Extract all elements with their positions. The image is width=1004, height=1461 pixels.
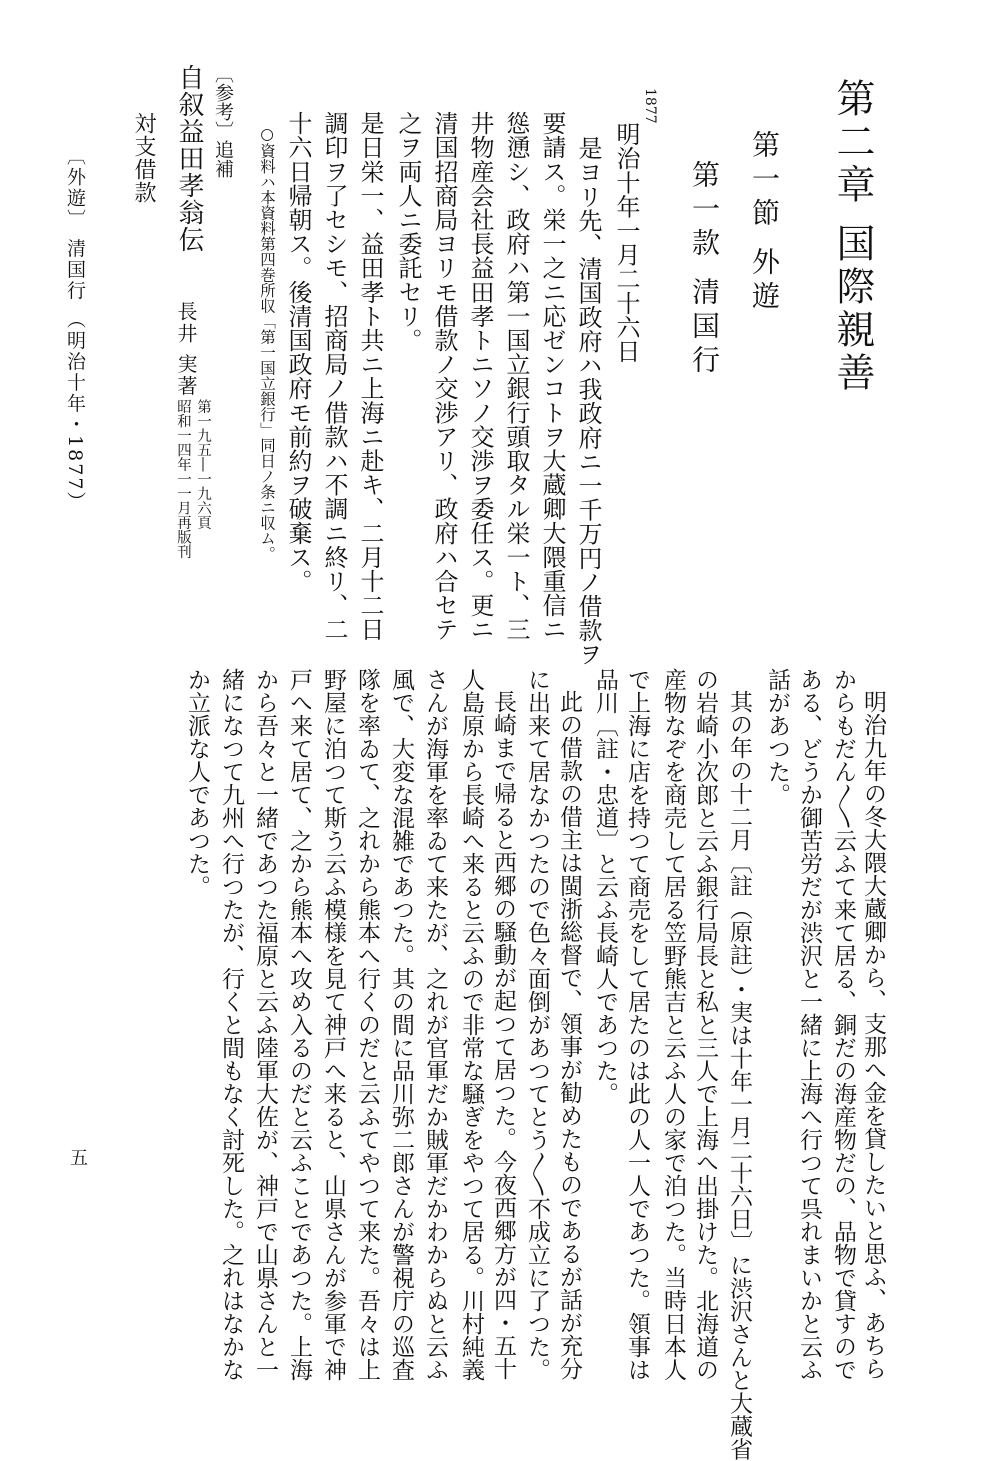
body-line: 話があつた。 <box>764 668 790 806</box>
body-line: 其の年の十二月〔註（原註）・実は十年一月二十六日〕に渋沢さんと大蔵省 <box>726 690 752 1461</box>
entry-line: 調印ヲ了セシモ、招商局ノ借款ハ不調ニ終リ、二 <box>320 111 348 642</box>
body-line: 人島原から長崎へ来ると云ふので非常な騒ぎをやつて居る。川村純義 <box>458 668 484 1381</box>
entry-line: 是日栄一、益田孝ト共ニ上海ニ赴キ、二月十二日 <box>356 111 384 642</box>
body-line: 品川〔註・忠道〕と云ふ長崎人であつた。 <box>592 668 618 1105</box>
entry-line: 井物産会社長益田孝トニソノ交渉ヲ委任ス。更ニ <box>466 111 494 642</box>
chapter-heading: 第二章 国際親善 <box>830 78 875 396</box>
body-line: ある、どうか御苦労だが渋沢と一緒に上海へ行つて呉れまいかと云ふ <box>796 668 822 1381</box>
body-line: 戸へ来て居て、之から熊本へ攻め入るのだと云ふことであつた。上海 <box>286 668 312 1381</box>
body-line: 長崎まで帰ると西郷の騒動が起つて居つた。今夜西郷方が四・五十 <box>490 690 516 1380</box>
subsection-heading: 第一款 清国行 <box>688 160 721 379</box>
entry-line: 是ヨリ先、清国政府ハ我政府ニ一千万円ノ借款ヲ <box>574 136 602 667</box>
entry-note: ○資料ハ本資料第四巻所収「第一国立銀行」同日ノ条ニ収ム。 <box>258 125 276 562</box>
entry-line: 十六日帰朝ス。後清国政府モ前約ヲ破棄ス。 <box>284 111 312 593</box>
reference-subject: 対支借款 <box>131 112 156 204</box>
entry-date: 明治十年一月二十六日 <box>612 122 640 363</box>
entry-line: 要請ス。栄一之ニ応ゼンコトヲ大蔵卿大隈重信ニ <box>538 111 566 642</box>
page-number: 五 <box>70 1148 88 1169</box>
entry-year: 1877 <box>642 88 658 124</box>
body-line: 緒になつて九州へ行つたが、行くと間もなく討死した。之れはなかな <box>218 668 244 1381</box>
entry-line: 慫慂シ、政府ハ第一国立銀行頭取タル栄一ト、三 <box>502 111 530 642</box>
entry-line: 清国招商局ヨリモ借款ノ交渉アリ、政府ハ合セテ <box>430 111 458 642</box>
body-line: から吾々と一緒であつた福原と云ふ陸軍大佐が、神戸で山県さんと一 <box>252 668 278 1381</box>
reference-title: 自叙益田孝翁伝 <box>174 64 204 253</box>
body-line: 野屋に泊つて斯う云ふ模様を見て神戸へ来ると、山県さんが参軍で神 <box>320 668 346 1381</box>
body-line: の岩崎小次郎と云ふ銀行局長と私と三人で上海へ出掛けた。北海道の <box>692 668 718 1381</box>
reference-pages: 第一九五―一九六頁 <box>195 399 211 530</box>
body-line: 風で、大変な混雑であつた。其の間に品川弥二郎さんが警視庁の巡査 <box>388 668 414 1381</box>
running-header: 〔外遊〕 清国行 （明治十年・1877） <box>64 146 86 513</box>
body-line: 産物なぞを商売して居る笠野熊吉と云ふ人の家で泊つた。当時日本人 <box>660 668 686 1381</box>
body-line: か立派な人であつた。 <box>184 668 210 898</box>
body-line: 隊を率ゐて、之れから熊本へ行くのだと云ふてやつて来た。吾々は上 <box>354 668 380 1381</box>
reference-edition: 昭和一四年一一月再版刊 <box>175 399 191 559</box>
body-line: で上海に店を持つて商売をして居たのは此の人一人であつた。領事は <box>624 668 650 1381</box>
section-heading: 第一節 外遊 <box>748 130 781 315</box>
reference-label: 〔参考〕追補 <box>212 64 234 178</box>
body-line: 明治九年の冬大隈大蔵卿から、支那へ金を貸したいと思ふ、あちら <box>860 690 886 1380</box>
reference-author: 長井 実著 <box>174 301 198 398</box>
entry-line: 之ヲ両人ニ委託セリ。 <box>394 111 422 352</box>
body-line: 此の借款の借主は閩浙総督で、領事が勧めたものであるが話が充分 <box>556 690 582 1380</box>
body-line: からもだん〳〵云ふて来て居る、銅だの海産物だの、品物で貸すので <box>830 668 856 1381</box>
body-line: に出来て居なかつたので色々面倒があつてとう〳〵不成立に了つた。 <box>524 668 550 1381</box>
body-line: さんが海軍を率ゐて来たが、之れが官軍だか賊軍だかわからぬと云ふ <box>422 668 448 1381</box>
